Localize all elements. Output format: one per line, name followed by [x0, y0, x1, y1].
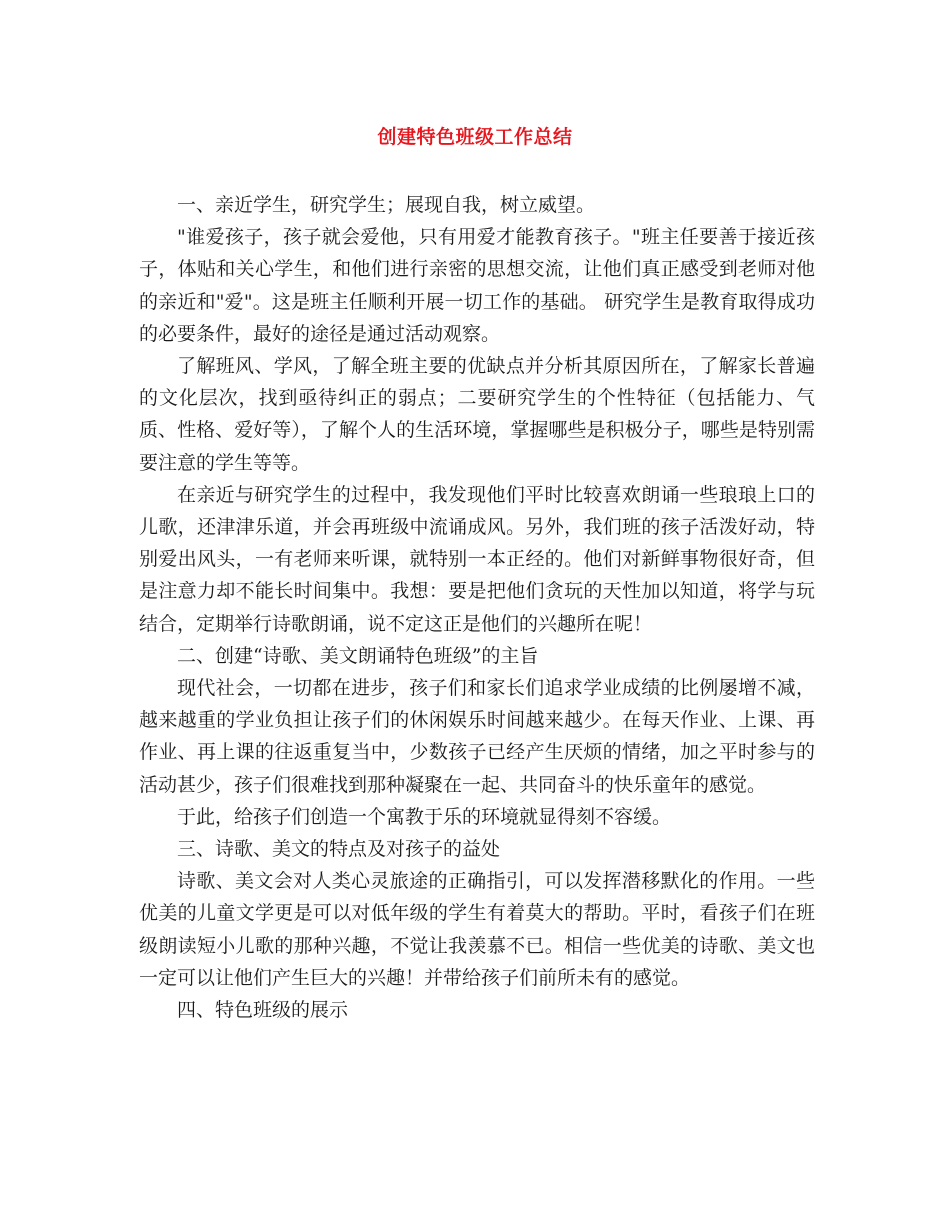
section-heading-3: 三、诗歌、美文的特点及对孩子的益处: [177, 838, 501, 861]
section-heading-1: 一、亲近学生，研究学生；展现自我，树立威望。: [177, 194, 596, 216]
paragraph: 现代社会，一切都在进步，孩子们和家长们追求学业成绩的比例屡增不减，越来越重的学业负担让孩子们的休闲娱乐时间越来越少。在每天作业、上课、再作业、再上课的往返重复当中，少数孩子已经产生厌烦的情绪，加之平时参与的活动甚少，孩子们很难找到那种凝聚在一起、共同奋斗的快乐童年的感觉。: [139, 677, 815, 796]
paragraph: "谁爱孩子，孩子就会爱他，只有用爱才能教育孩子。"班主任要善于接近孩子，体贴和关心学生，和他们进行亲密的思想交流，让他们真正感受到老师对他的亲近和"爱"。这是班主任顺利开展一切工作的基础。 研究学生是教育取得成功的必要条件，最好的途径是通过活动观察。: [139, 226, 815, 345]
document-body: [139, 189, 815, 1026]
paragraph: 在亲近与研究学生的过程中，我发现他们平时比较喜欢朗诵一些琅琅上口的儿歌，还津津乐道，并会再班级中流诵成风。另外，我们班的孩子活泼好动，特别爱出风头，一有老师来听课，就特别一本正经的。他们对新鲜事物很好奇，但是注意力却不能长时间集中。我想：要是把他们贪玩的天性加以知道，将学与玩结合，定期举行诗歌朗诵，说不定这正是他们的兴趣所在呢！: [139, 483, 815, 635]
paragraph: 了解班风、学风，了解全班主要的优缺点并分析其原因所在，了解家长普遍的文化层次，找到亟待纠正的弱点；二要研究学生的个性特征（包括能力、气质、性格、爱好等），了解个人的生活环境，掌握哪些是积极分子，哪些是特别需要注意的学生等等。: [139, 355, 815, 474]
paragraph: 诗歌、美文会对人类心灵旅途的正确指引，可以发挥潜移默化的作用。一些优美的儿童文学更是可以对低年级的学生有着莫大的帮助。平时，看孩子们在班级朗读短小儿歌的那种兴趣，不觉让我羡慕不已。相信一些优美的诗歌、美文也一定可以让他们产生巨大的兴趣！并带给孩子们前所未有的感觉。: [139, 870, 815, 989]
document-title: 创建特色班级工作总结: [377, 126, 573, 148]
paragraph: 于此，给孩子们创造一个寓教于乐的环境就显得刻不容缓。: [177, 805, 672, 828]
section-heading-4: 四、特色班级的展示: [177, 999, 349, 1022]
section-heading-2: 二、创建“诗歌、美文朗诵特色班级”的主旨: [177, 644, 539, 667]
